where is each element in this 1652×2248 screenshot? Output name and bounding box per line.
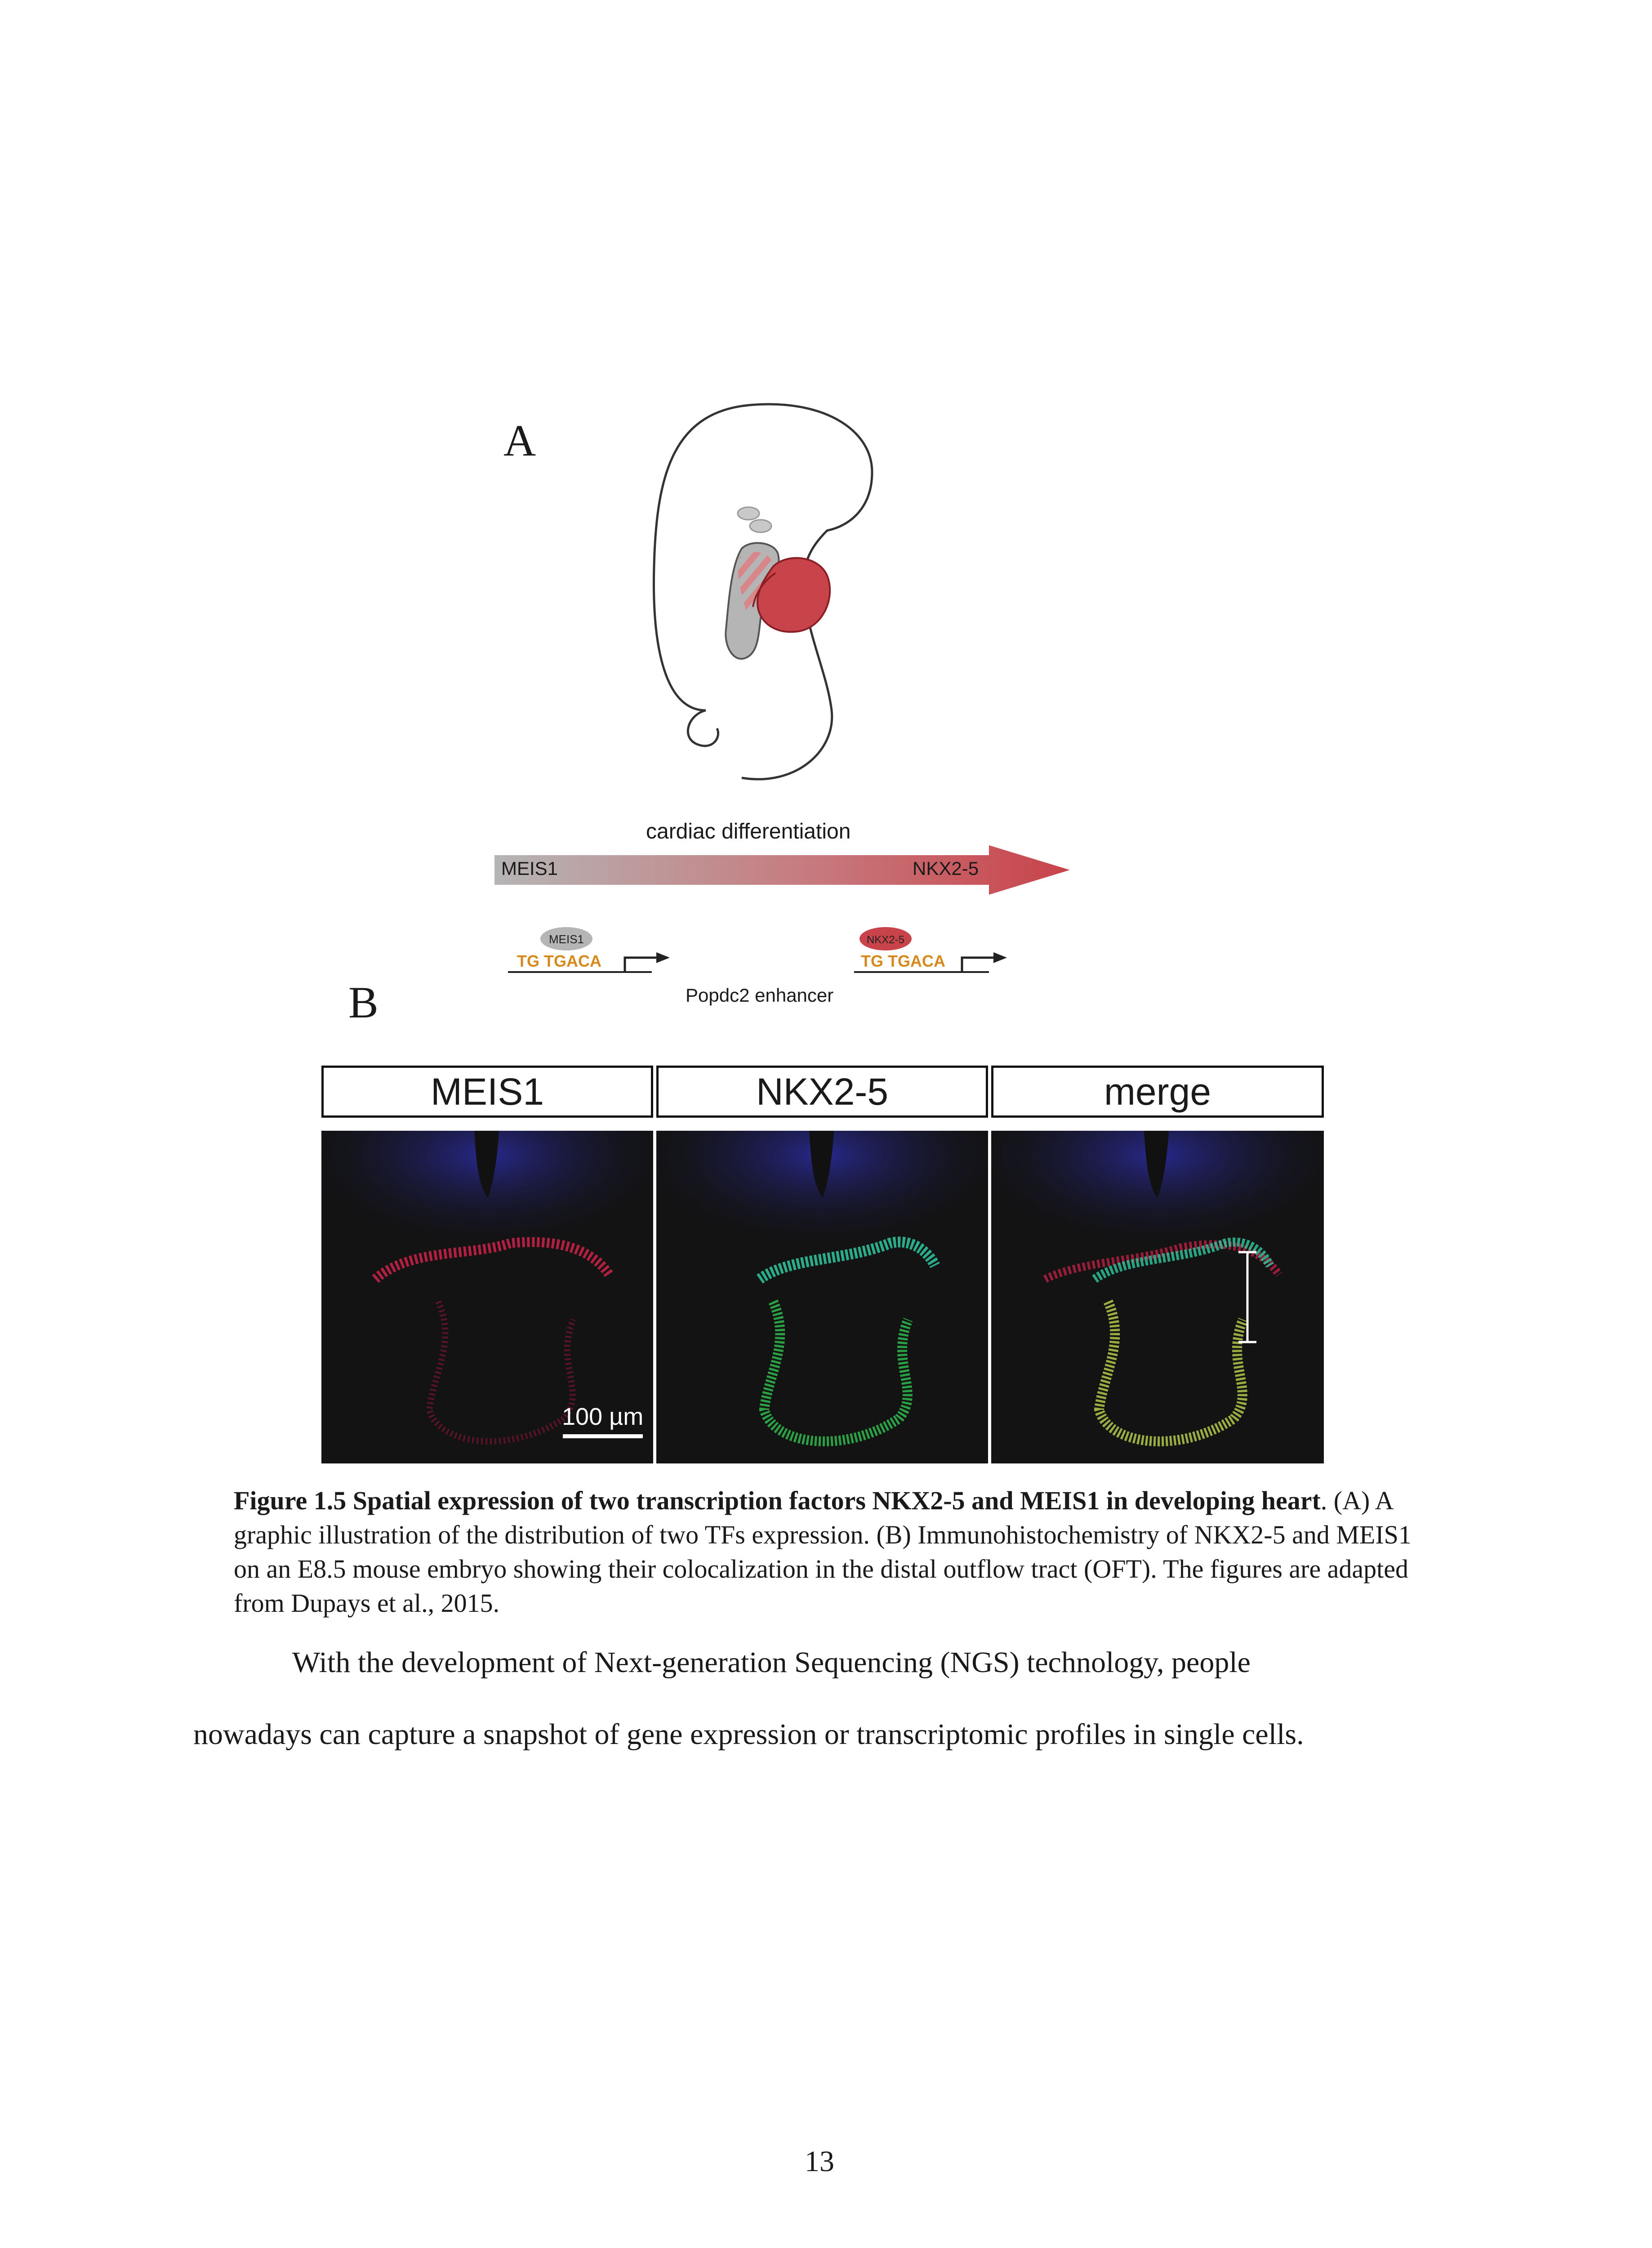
nkx25-enhancer-schematic [850, 926, 1029, 980]
embryo-illustration [638, 396, 890, 791]
panel-header-nkx25 [656, 1066, 988, 1118]
caption-text: . (A) A graphic illustration of the distribution of two TFs expression. (B) Immunohistochemistry of NKX2-5 and MEIS1 on an E8.5 mouse embryo showing their colocalization in the distal outflow tract (OFT). The figures are adapted from Dupays et al., 2015. [234, 1486, 1412, 1618]
enhancer-label: Popdc2 enhancer [686, 985, 834, 1006]
nkx25-bubble-label: NKX2-5 [866, 934, 905, 946]
meis1-bubble-label: MEIS1 [548, 932, 584, 946]
scale-bar [563, 1434, 643, 1438]
panel-header-merge [991, 1066, 1324, 1118]
page-number: 13 [805, 2145, 834, 2178]
gradient-left-label: MEIS1 [501, 858, 558, 879]
micrograph-nkx25 [656, 1131, 988, 1463]
panel-title: merge [1104, 1070, 1211, 1113]
figure-caption [234, 1484, 1420, 1620]
scale-bar-label: 100 µm [562, 1403, 644, 1430]
motif-logo-right: TG TGACA [861, 952, 945, 970]
micrograph-merge [991, 1131, 1324, 1463]
gradient-title: cardiac differentiation [646, 820, 851, 843]
caption-title: Spatial expression of two transcription factors NKX2-5 and MEIS1 in developing heart [352, 1486, 1321, 1515]
panel-header-meis1 [321, 1066, 653, 1118]
panel-a-label: A [503, 415, 536, 465]
differentiation-gradient-arrow [494, 845, 1070, 895]
panel-title: MEIS1 [430, 1070, 544, 1113]
body-text-line: With the development of Next-generation Sequencing (NGS) technology, people [292, 1646, 1251, 1679]
motif-logo-left: TG TGACA [517, 952, 601, 970]
gradient-right-label: NKX2-5 [913, 858, 979, 879]
meis1-enhancer-schematic [503, 926, 683, 980]
caption-label: Figure 1.5 [234, 1486, 347, 1515]
body-text-line: nowadays can capture a snapshot of gene expression or transcriptomic profiles in single cells. [193, 1718, 1304, 1751]
panel-b-label: B [348, 977, 378, 1027]
panel-title: NKX2-5 [756, 1070, 889, 1113]
